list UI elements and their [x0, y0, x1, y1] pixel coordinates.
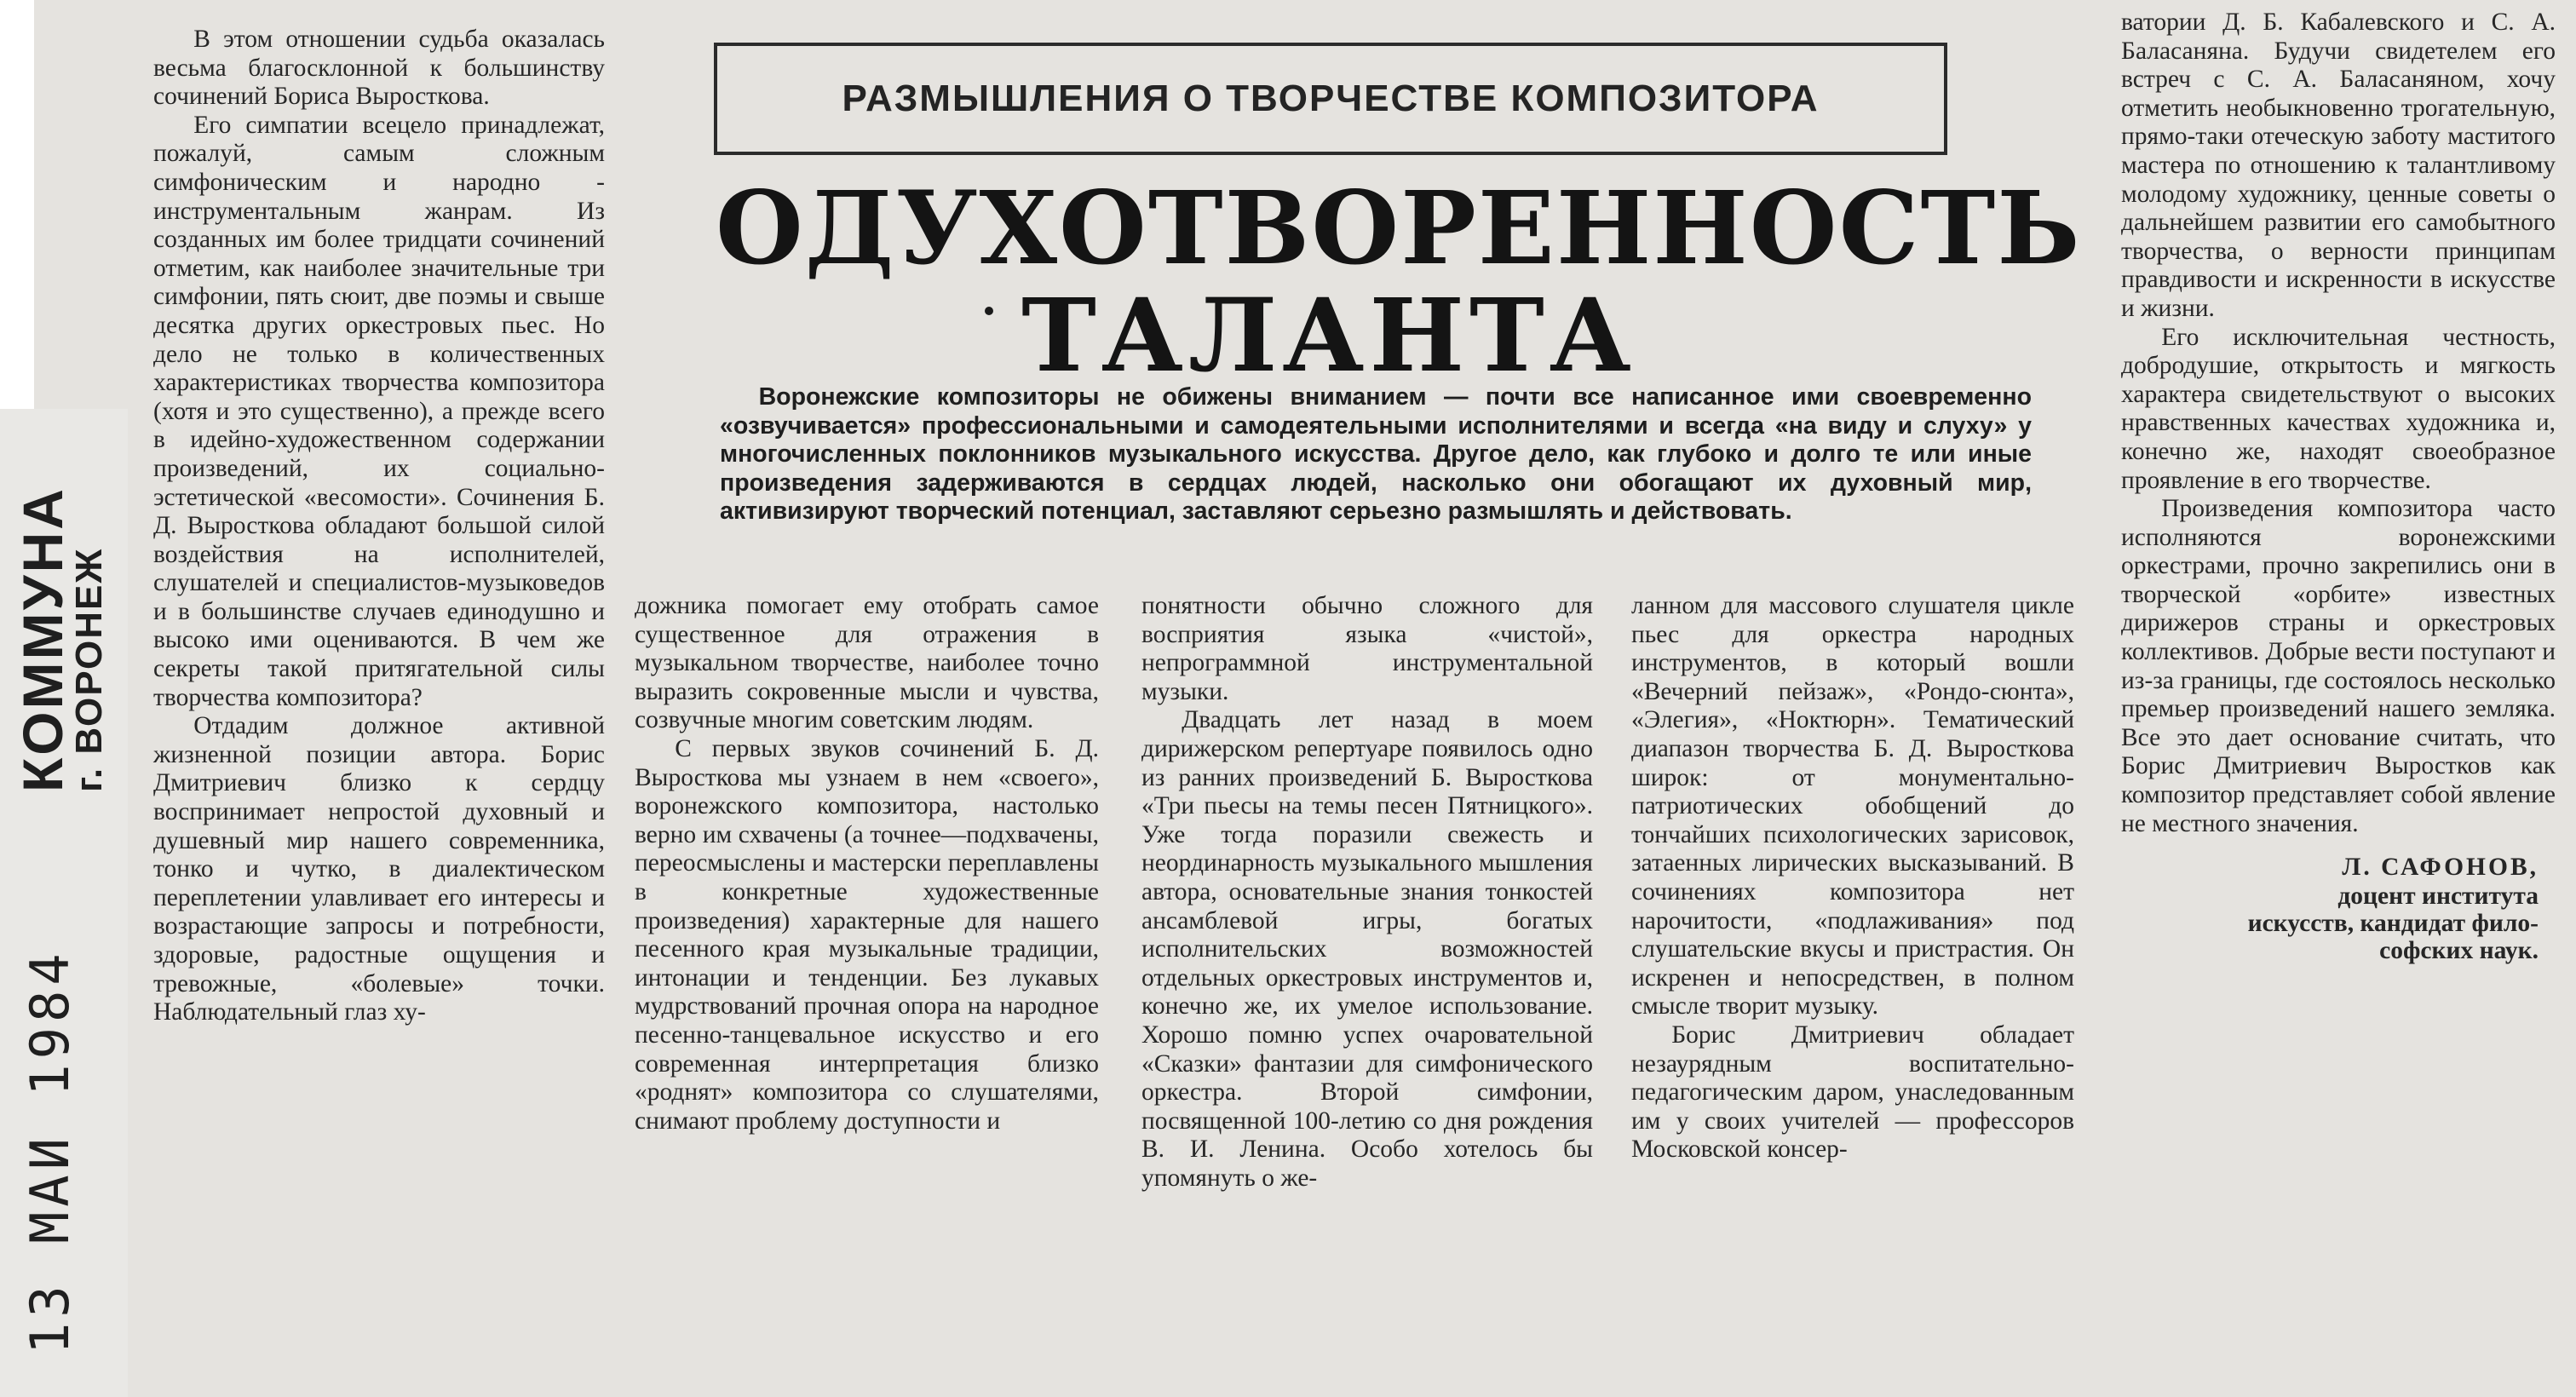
headline-line-2: ТАЛАНТА — [1021, 276, 1636, 394]
paragraph: С первых звуков сочинений Б. Д. Выросткова мы узнаем в нем «своего», воронежского композитора, настолько верно им схвачены (а точнее—подхвачены, переосмыслены и мастерски переплавлены в конкретные художественные произведения) характерные для нашего песенного края музыкальные традиции, интонации и тенденции. Без лукавых мудрствований прочная опора на народное песенно-танцевальное искусство и его современная интерпретация близко «роднят» композитора со слушателями, снимают проблему доступности и — [635, 734, 1099, 1135]
paragraph: В этом отношении судьба оказалась весьма благосклонной к большинству сочинений Бориса Выросткова. — [153, 26, 605, 111]
paragraph: Двадцать лет назад в моем дирижерском репертуаре появилось одно из ранних произведений Б. Выросткова «Три пьесы на темы песен Пятницкого». Уже тогда поразили свежесть и неординарность музыкального мышления автора, основательные знания тонкостей ансамблевой игры, богатых исполнительских возможностей отдельных оркестровых инструментов и, конечно же, их умелое использование. Хорошо помню успех очаровательной «Сказки» фантазии для симфонического оркестра. Второй симфонии, посвященной 100-летию со дня рождения В. И. Ленина. Особо хотелось бы упомянуть о же- — [1141, 706, 1593, 1192]
paragraph: Его исключительная честность, добродушие, открытость и мягкость характера свидетельствуют о высоких нравственных качествах художника и, конечно же, находят своеобразное проявление в его творчестве. — [2121, 323, 2556, 494]
article-column-4 — [1631, 592, 2074, 1164]
author-name: Л. САФОНОВ, — [2342, 854, 2539, 882]
author-title: искусств, кандидат фило- — [2247, 909, 2539, 937]
article-kicker: РАЗМЫШЛЕНИЯ О ТВОРЧЕСТВЕ КОМПОЗИТОРА — [714, 43, 1947, 155]
article-headline — [716, 169, 2082, 394]
stamp-date: 13 МАИ 1984 — [19, 948, 81, 1354]
bullet-dot — [985, 307, 993, 315]
paragraph: понятности обычно сложного для восприятия языка «чистой», непрограммной инструментальной музыки. — [1141, 592, 1593, 705]
author-signature — [2121, 854, 2556, 964]
paragraph: Произведения композитора часто исполняются воронежскими оркестрами, прочно закрепились они в творческой «орбите» известных дирижеров страны и оркестровых коллективов. Добрые вести поступают и из-за границы, где состоялось несколько премьер произведений нашего земляка. Все это дает основание считать, что Борис Дмитриевич Выростков как композитор представляет собой явление не местного значения. — [2121, 495, 2556, 837]
paragraph: ланном для массового слушателя цикле пьес для оркестра народных инструментов, в который вошли «Вечерний пейзаж», «Рондо-сюнта», «Элегия», «Ноктюрн». Тематический диапазон творчества Б. Д. Выросткова широк: от монументально-патриотических обобщений до тончайших психологических зарисовок, затаенных лирических высказываний. В сочинениях композитора нет нарочитости, «подлаживания» под слушательские вкусы и пристрастия. Он искренен и непосредствен, в полном смысле творит музыку. — [1631, 592, 2074, 1020]
paragraph: ватории Д. Б. Кабалевского и С. А. Баласаняна. Будучи свидетелем его встреч с С. А. Баласаняном, хочу отметить необыкновенно трогательную, прямо-таки отеческую заботу маститого мастера по отношению к талантливому молодому художнику, ценные советы о дальнейшем развитии его самобытного творчества, о верности принципам правдивости и искренности в искусстве и жизни. — [2121, 9, 2556, 322]
article-column-3 — [1141, 592, 1593, 1193]
author-title: софских наук. — [2379, 936, 2539, 964]
article-column-5 — [2121, 9, 2556, 964]
paragraph: Борис Дмитриевич обладает незаурядным воспитательно-педагогическим даром, унаследованным им у своих учителей — профессоров Московской консер- — [1631, 1020, 2074, 1164]
article-column-2 — [635, 592, 1099, 1135]
author-title: доцент института — [2337, 882, 2539, 910]
article-column-1 — [153, 26, 605, 1027]
paragraph: Отдадим должное активной жизненной позиции автора. Борис Дмитриевич близко к сердцу воспринимает непростой духовный и душевный мир нашего современника, тонко и чутко, в диалектическом переплетении улавливает его интересы и возрастающие запросы и потребности, здоровые, радостные ощущения и тревожные, «болевые» точки. Наблюдательный глаз ху- — [153, 712, 605, 1026]
headline-line-1: ОДУХОТВОРЕННОСТЬ — [716, 169, 2082, 287]
paragraph: Его симпатии всецело принадлежат, пожалуй, самым сложным симфоническим и народно - инструментальным жанрам. Из созданных им более тридцати сочинений отметим, как наиболее значительные три симфонии, пять сюит, две поэмы и свыше десятка других оркестровых пьес. Но дело не только в количественных характеристиках творчества композитора (хотя и это существенно), а прежде всего в идейно-художественном содержании произведений, их социально-эстетической «весомости». Сочинения Б. Д. Выросткова обладают большой силой воздействия на исполнителей, слушателей и специалистов-музыковедов и в большинстве случаев единодушно и высоко ими оцениваются. В чем же секреты такой притягательной силы творчества композитора? — [153, 111, 605, 711]
paragraph: дожника помогает ему отобрать самое существенное для отражения в музыкальном творчестве, наиболее точно выразить сокровенные мысли и чувства, созвучные многим советским людям. — [635, 592, 1099, 734]
stamp-city: г. ВОРОНЕЖ — [68, 547, 110, 792]
stamp-newspaper-name: КОММУНА — [11, 486, 74, 792]
archive-stamp — [10, 417, 121, 1388]
article-lead: Воронежские композиторы не обижены вниманием — почти все написанное ими своевременно «озвучивается» профессиональными и самодеятельными исполнителями и всегда «на виду и слуху» у многочисленных поклонников музыкального искусства. Другое дело, как глубоко и долго те или иные произведения задерживаются в сердцах людей, насколько они обогащают их духовный мир, активизируют творческий потенциал, заставляют серьезно размышлять и действовать. — [720, 383, 2032, 525]
